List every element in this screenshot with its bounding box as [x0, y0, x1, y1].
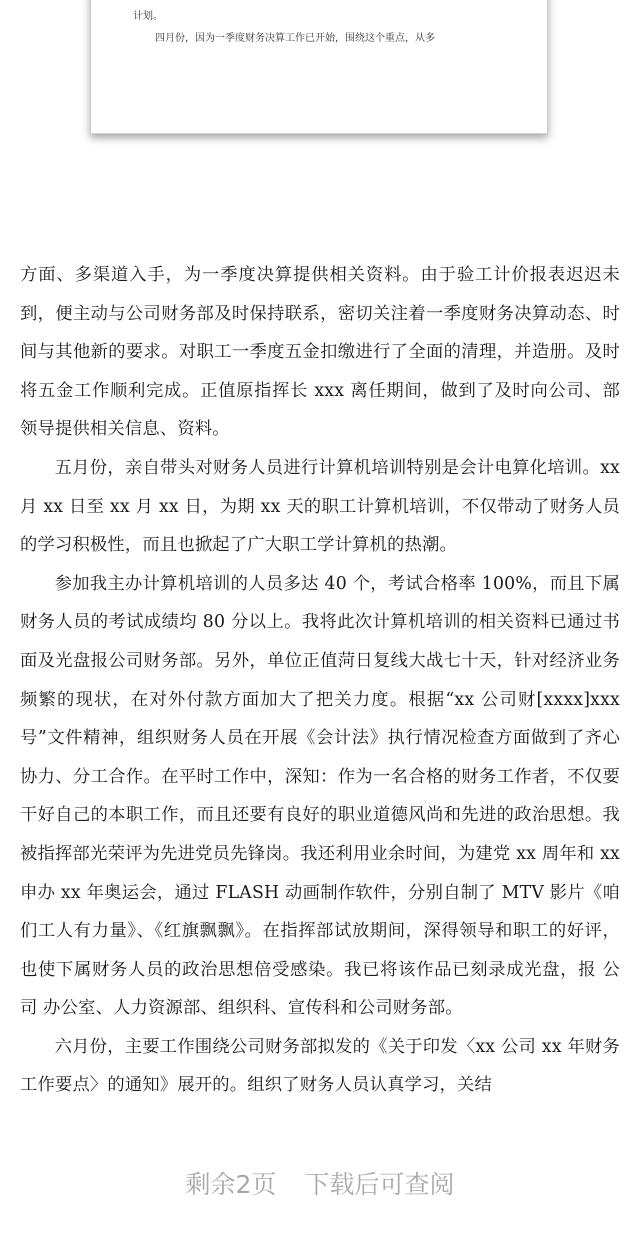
- preview-line-2: 四月份，因为一季度财务决算工作已开始，围绕这个重点，从多: [155, 33, 435, 44]
- paragraph-may: 五月份，亲自带头对财务人员进行计算机培训特别是会计电算化培训。xx 月 xx 日至 xx 月 xx 日，为期 xx 天的职工计算机培训，不仅带动了财务人员的学习积极性，而且也掀起了广大职工学计算机的热潮。: [20, 457, 620, 556]
- paragraph-continuation: 方面、多渠道入手，为一季度决算提供相关资料。由于验工计价报表迟迟未到，便主动与公司财务部及时保持联系，密切关注着一季度财务决算动态、时间与其他新的要求。对职工一季度五金扣缴进行了全面的清理，并造册。及时将五金工作顺利完成。正值原指挥长 xxx 离任期间，做到了及时向公司、部领导提供相关信息、资料。: [20, 265, 620, 440]
- preview-line-1: 计划。: [133, 11, 163, 22]
- paragraph-june: 六月份，主要工作围绕公司财务部拟发的《关于印发〈xx 公司 xx 年财务工作要点〉的通知》展开的。组织了财务人员认真学习，关结: [20, 1036, 620, 1096]
- document-body: [20, 256, 620, 1105]
- download-more-banner[interactable]: [0, 1165, 640, 1201]
- download-to-view-label: 下载后可查阅: [304, 1170, 455, 1199]
- remaining-pages-label: 剩余2页: [185, 1170, 277, 1199]
- paragraph-training: 参加我主办计算机培训的人员多达 40 个，考试合格率 100%，而且下属财务人员的考试成绩均 80 分以上。我将此次计算机培训的相关资料已通过书面及光盘报公司财务部。另外，单位正值菏日复线大战七十天，针对经济业务频繁的现状，在对外付款方面加大了把关力度。根据“xx 公司财[xxxx]xxx 号”文件精神，组织财务人员在开展《会计法》执行情况检查方面做到了齐心协力、分工合作。在平时工作中，深知：作为一名合格的财务工作者，不仅要干好自己的本职工作，而且还要有良好的职业道德风尚和先进的政治思想。我被指挥部光荣评为先进党员先锋岗。我还利用业余时间，为建党 xx 周年和 xx 申办 xx 年奥运会，通过 FLASH 动画制作软件，分别自制了 MTV 影片《咱们工人有力量》、《红旗飘飘》。在指挥部试放期间，深得领导和职工的好评，也使下属财务人员的政治思想倍受感染。我已将该作品已刻录成光盘，报 公司 办公室、人力资源部、组织科、宣传科和公司财务部。: [20, 573, 620, 1019]
- previous-page-preview: [90, 0, 548, 134]
